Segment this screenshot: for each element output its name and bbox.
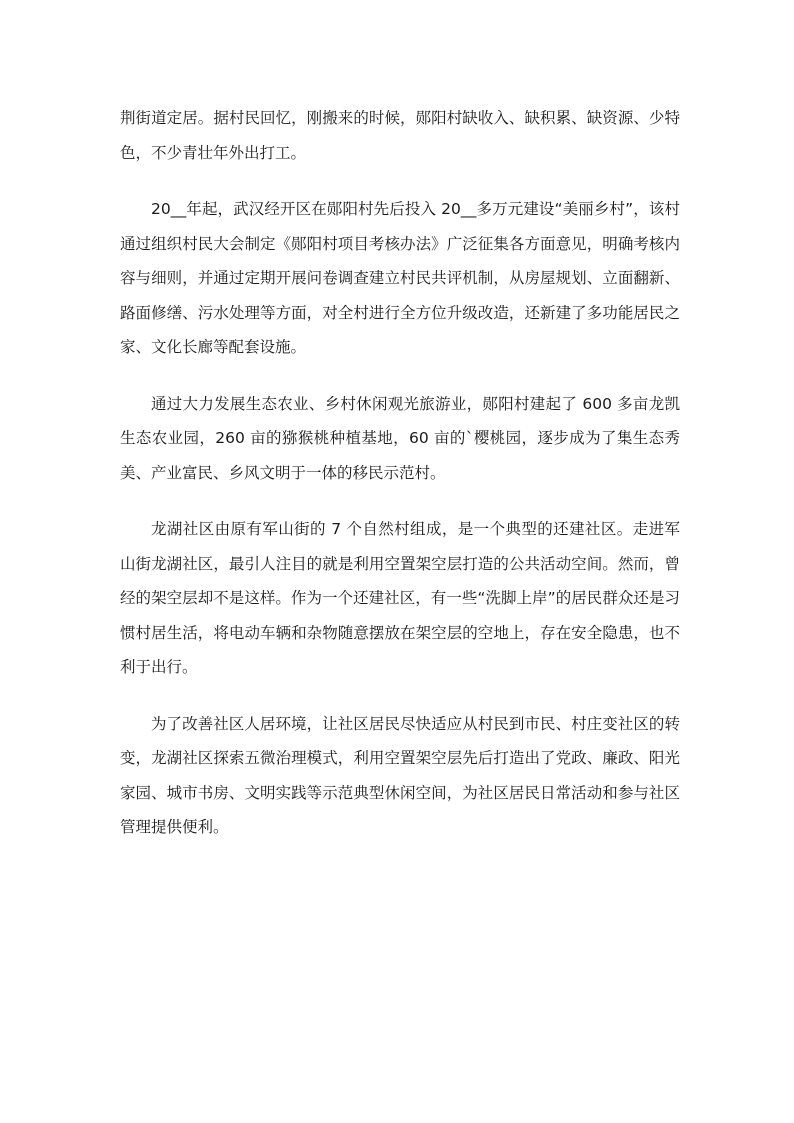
document-body (120, 101, 680, 867)
paragraph-4: 龙湖社区由原有军山街的 7 个自然村组成，是一个典型的还建社区。走进军山街龙湖社区，最引人注目的就是利用空置架空层打造的公共活动空间。然而，曾经的架空层却不是这样。作为一个还建社区，有一些“洗脚上岸”的居民群众还是习惯村居生活，将电动车辆和杂物随意摆放在架空层的空地上，存在安全隐患，也不利于出行。 (120, 520, 680, 676)
paragraph-2: 20__年起，武汉经开区在郧阳村先后投入 20__多万元建设“美丽乡村”，该村通过组织村民大会制定《郧阳村项目考核办法》广泛征集各方面意见，明确考核内容与细则，并通过定期开展问卷调查建立村民共评机制，从房屋规划、立面翻新、路面修缮、污水处理等方面，对全村进行全方位升级改造，还新建了多功能居民之家、文化长廊等配套设施。 (120, 200, 680, 356)
paragraph-3: 通过大力发展生态农业、乡村休闲观光旅游业，郧阳村建起了 600 多亩龙凯生态农业园，260 亩的猕猴桃种植基地，60 亩的`樱桃园，逐步成为了集生态秀美、产业富民、乡风文明于一体的移民示范村。 (120, 394, 680, 482)
paragraph-1: 荆街道定居。据村民回忆，刚搬来的时候，郧阳村缺收入、缺积累、缺资源、少特色，不少青壮年外出打工。 (120, 109, 680, 162)
paragraph-5: 为了改善社区人居环境，让社区居民尽快适应从村民到市民、村庄变社区的转变，龙湖社区探索五微治理模式，利用空置架空层先后打造出了党政、廉政、阳光家园、城市书房、文明实践等示范典型休闲空间，为社区居民日常活动和参与社区管理提供便利。 (120, 714, 680, 836)
